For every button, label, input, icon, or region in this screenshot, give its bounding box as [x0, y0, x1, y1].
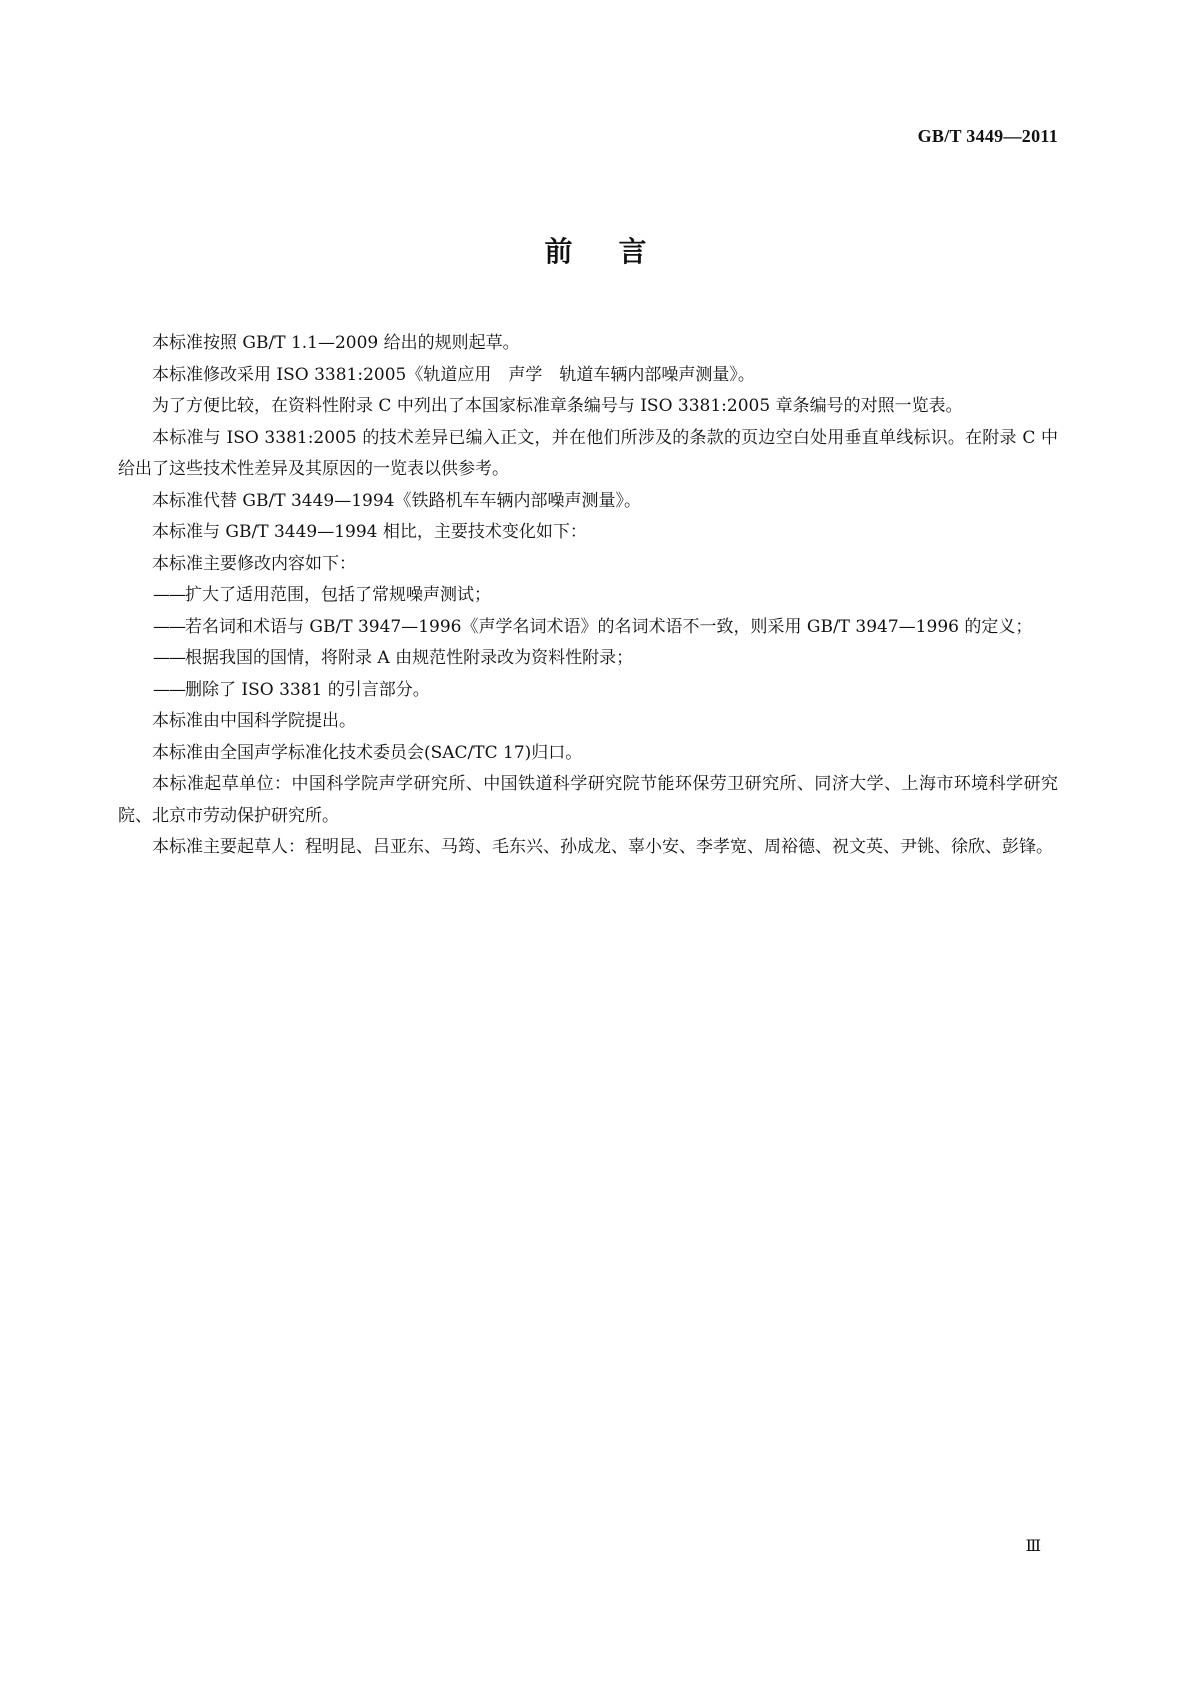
paragraph-drafting-units: 本标准起草单位：中国科学院声学研究所、中国铁道科学研究院节能环保劳卫研究所、同济大学、上海市环境科学研究院、北京市劳动保护研究所。 [118, 774, 1058, 826]
page-number: Ⅲ [1025, 1538, 1041, 1555]
list-item [118, 675, 1058, 707]
foreword-body [118, 328, 1058, 864]
paragraph-drafting-rules: 本标准按照 GB/T 1.1—2009 给出的规则起草。 [152, 333, 520, 353]
list-item-text: 扩大了适用范围，包括了常规噪声测试； [185, 585, 491, 605]
list-dash: —— [153, 679, 185, 700]
standard-code: GB/T 3449—2011 [917, 126, 1058, 146]
list-item-text: 根据我国的国情，将附录 A 由规范性附录改为资料性附录； [185, 648, 634, 668]
page-title: 前言 [544, 235, 693, 268]
list-item-text: 删除了 ISO 3381 的引言部分。 [185, 679, 430, 700]
paragraph-committee: 本标准由全国声学标准化技术委员会(SAC/TC 17)归口。 [152, 742, 583, 763]
list-dash: —— [153, 616, 185, 637]
list-dash: —— [153, 648, 185, 668]
list-item [118, 643, 1058, 675]
paragraph-proposer: 本标准由中国科学院提出。 [152, 711, 356, 731]
list-item-text: 若名词和术语与 GB/T 3947—1996《声学名词术语》的名词术语不一致，则采用 GB/T 3947—1996 的定义； [185, 616, 1033, 637]
list-item [118, 580, 1058, 612]
paragraph-adoption: 本标准修改采用 ISO 3381:2005《轨道应用 声学 轨道车辆内部噪声测量》。 [152, 364, 755, 385]
paragraph-main-changes: 本标准与 GB/T 3449—1994 相比，主要技术变化如下： [152, 522, 587, 542]
paragraph-modifications: 本标准主要修改内容如下： [152, 553, 356, 574]
list-dash: —— [153, 585, 185, 605]
paragraph-drafters: 本标准主要起草人：程明昆、吕亚东、马筠、毛东兴、孙成龙、辜小安、李孝宽、周裕德、祝文英、尹铫、徐欣、彭锋。 [152, 837, 1053, 857]
paragraph-replaces: 本标准代替 GB/T 3449—1994《铁路机车车辆内部噪声测量》。 [152, 490, 641, 511]
paragraph-comparison: 为了方便比较，在资料性附录 C 中列出了本国家标准章条编号与 ISO 3381:2005 章条编号的对照一览表。 [152, 396, 963, 416]
list-item [118, 612, 1058, 644]
paragraph-technical-differences: 本标准与 ISO 3381:2005 的技术差异已编入正文，并在他们所涉及的条款的页边空白处用垂直单线标识。在附录 C 中给出了这些技术性差异及其原因的一览表以供参考。 [118, 427, 1058, 479]
